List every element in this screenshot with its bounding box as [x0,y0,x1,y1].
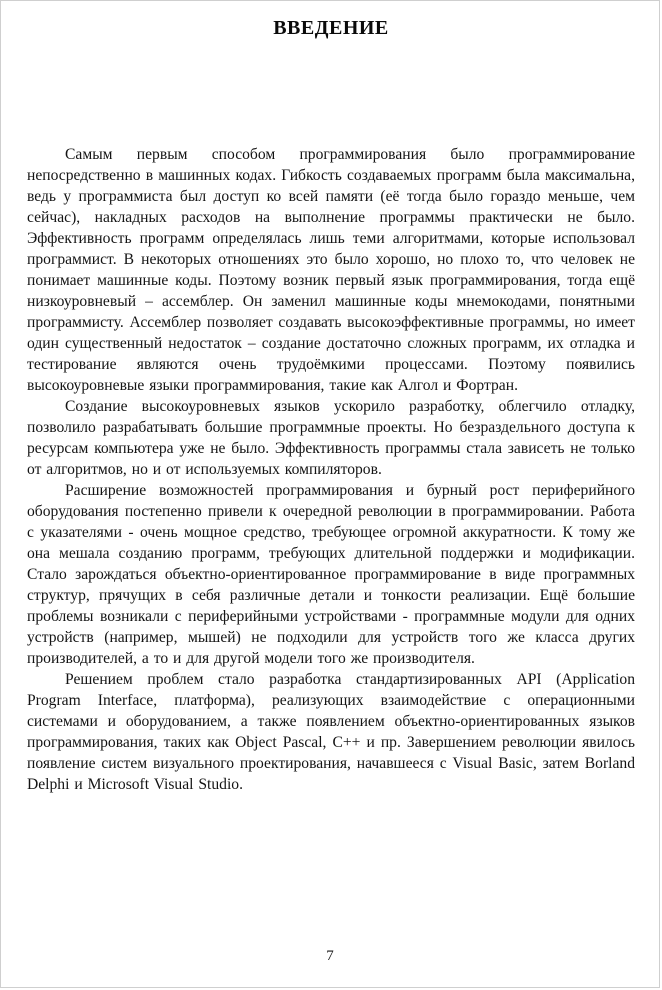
paragraph-intro-machine-codes: Самым первым способом программирования было программирование непосредственно в машинных кодах. Гибкость создаваемых программ была максимальна, ведь у программиста был доступ ко всей памяти (её тогда было гораздо меньше, чем сейчас), накладных расходов на выполнение программы практически не было. Эффективность программ определялась лишь теми алгоритмами, которые использовал программист. В некоторых отношениях это было хорошо, но плохо то, что человек не понимает машинные коды. Поэтому возник первый язык программирования, тогда ещё низкоуровневый – ассемблер. Он заменил машинные коды мнемокодами, понятными программисту. Ассемблер позволяет создавать высокоэффективные программы, но имеет один существенный недостаток – создание достаточно сложных программ, их отладка и тестирование являются очень трудоёмкими процессами. Поэтому появились высокоуровневые языки программирования, такие как Алгол и Фортран. [27,146,635,394]
paragraph-oop-revolution: Расширение возможностей программирования и бурный рост периферийного оборудования постепенно привели к очередной революции в программировании. Работа с указателями - очень мощное средство, требующее огромной аккуратности. К тому же она мешала созданию программ, требующих длительной поддержки и модификации. Стало зарождаться объектно-ориентированное программирование в виде программных структур, прячущих в себя различные детали и тонкости реализации. Ещё большие проблемы возникали с периферийными устройствами - программные модули для одних устройств (например, мышей) не подходили для устройств того же класса других производителей, а то и для другой модели того же производителя. [27,482,635,667]
document-body [27,144,635,795]
page-title: ВВЕДЕНИЕ [273,17,389,39]
paragraph-api-visual-tools: Решением проблем стало разработка стандартизированных API (Application Program Interface, платформа), реализующих взаимодействие с операционными системами и оборудованием, а также появлением объектно-ориентированных языков программирования, таких как Object Pascal, C++ и пр. Завершением революции явилось появление систем визуального проектирования, начавшееся с Visual Basic, затем Borland Delphi и Microsoft Visual Studio. [27,671,635,793]
page-number: 7 [326,948,334,964]
paragraph-high-level-languages: Создание высокоуровневых языков ускорило разработку, облегчило отладку, позволило разрабатывать большие программные проекты. Но безраздельного доступа к ресурсам компьютера уже не было. Эффективность программы стала зависеть не только от алгоритмов, но и от используемых компиляторов. [27,398,635,478]
